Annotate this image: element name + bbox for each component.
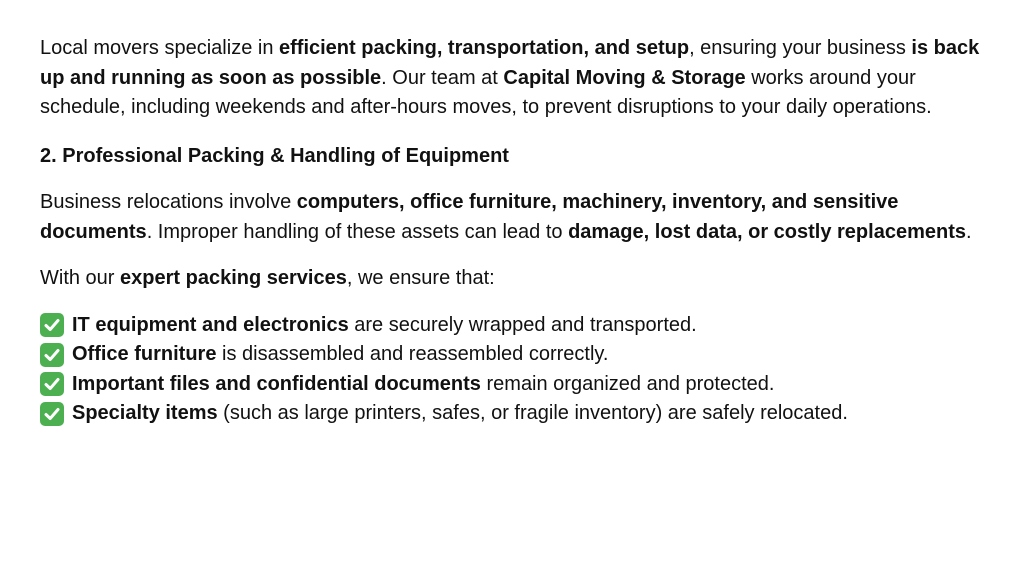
bold-span: damage, lost data, or costly replacements [568,220,966,243]
check-mark-icon [40,372,64,396]
bold-span: IT equipment and electronics [72,313,349,336]
bold-span: is back up and running as soon as possible [40,37,980,89]
company-name: Capital Moving & Storage [503,66,746,89]
check-mark-icon [40,313,64,337]
section-heading: 2. Professional Packing & Handling of Equipment [40,144,509,167]
checklist-text [72,399,848,429]
check-mark-icon [40,402,64,426]
intro-paragraph [40,34,990,123]
text-span: With our [40,267,121,289]
text-span: . Improper handling of these assets can lead to [146,220,569,243]
bold-span: efficient packing, transportation, and setup [279,37,690,59]
bold-span: computers, office furniture, machinery, inventory, and sensitive documents [40,191,899,243]
text-span: is disassembled and reassembled correctly. [216,343,609,365]
bold-span: Office furniture [72,343,217,365]
text-span: Local movers specialize in [40,37,279,59]
text-span: works around your schedule, including weekends and after-hours moves, to prevent disruptions to your daily operations. [40,66,932,118]
checklist-text [72,311,697,341]
text-span: are securely wrapped and transported. [348,313,697,336]
bold-span: expert packing services [120,267,347,289]
checklist-text [72,340,608,370]
checklist-item [40,340,990,370]
services-intro-paragraph [40,264,990,294]
document-body [40,34,990,429]
checklist-item [40,370,990,400]
checklist [40,311,990,429]
checklist-item [40,399,990,429]
bold-span: Specialty items [72,402,218,424]
check-mark-icon [40,343,64,367]
text-span: Business relocations involve [40,191,297,213]
text-span: . Our team at [381,66,504,89]
text-span: . [965,220,972,243]
text-span: , ensuring your business [689,37,912,59]
relocation-paragraph [40,188,990,247]
checklist-item [40,311,990,341]
bold-span: Important files and confidential documents [72,372,481,395]
checklist-text [72,370,774,400]
text-span: , we ensure that: [346,267,495,289]
text-span: remain organized and protected. [480,372,775,395]
text-span: (such as large printers, safes, or fragile inventory) are safely relocated. [217,402,848,424]
